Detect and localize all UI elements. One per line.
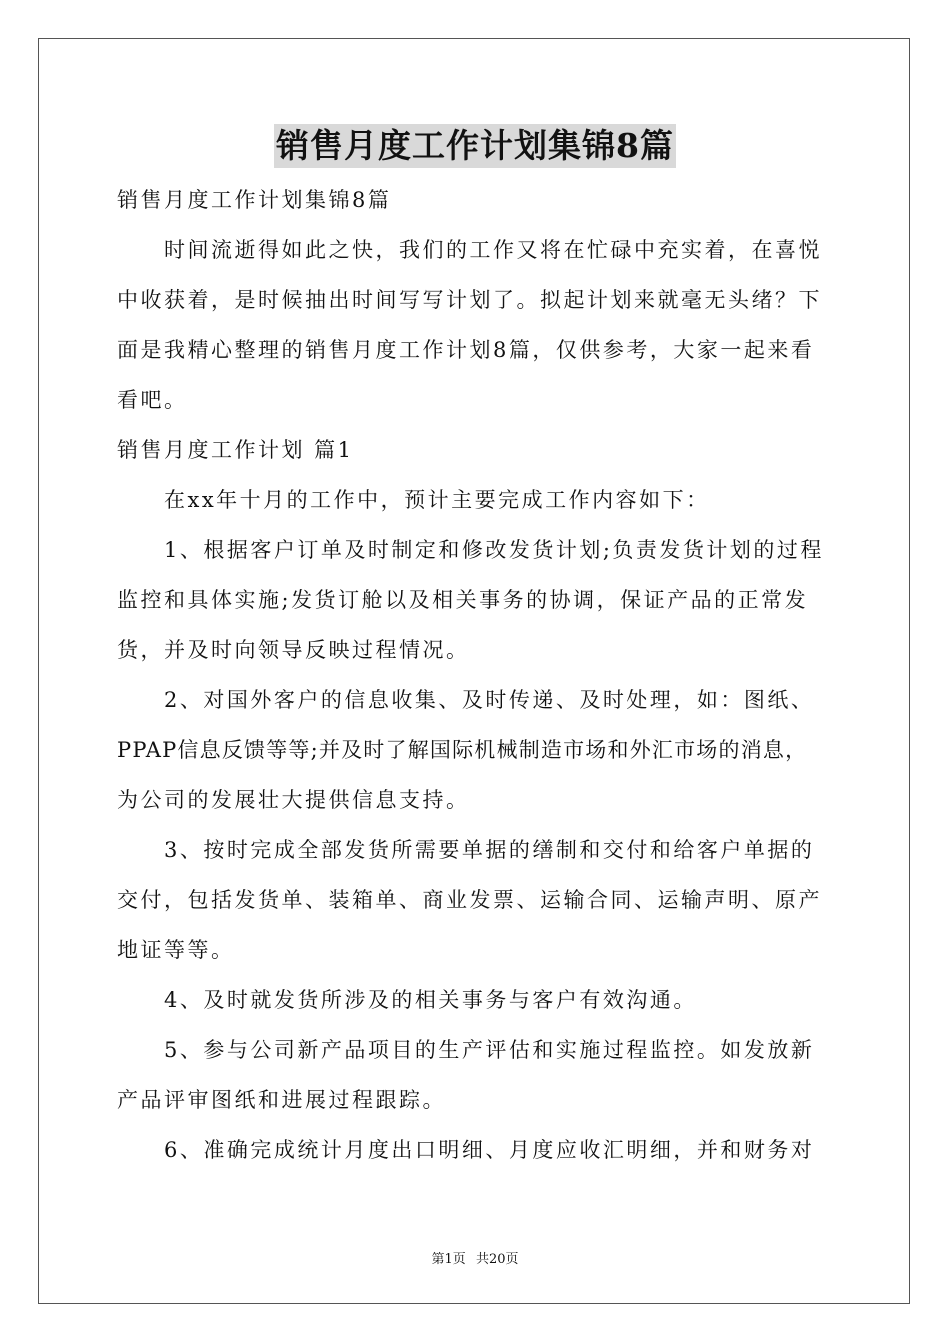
- body-line: 5、参与公司新产品项目的生产评估和实施过程监控。如发放新: [117, 1038, 815, 1062]
- body-line: 面是我精心整理的销售月度工作计划8篇，仅供参考，大家一起来看: [117, 338, 815, 362]
- body-line: 交付，包括发货单、装箱单、商业发票、运输合同、运输声明、原产: [117, 888, 822, 912]
- body-line: 时间流逝得如此之快，我们的工作又将在忙碌中充实着，在喜悦: [117, 238, 822, 262]
- body-line: 货，并及时向领导反映过程情况。: [117, 638, 470, 662]
- page-total: 共20页: [475, 1252, 519, 1267]
- body-line: 地证等等。: [117, 938, 235, 962]
- document-body: [117, 175, 839, 1175]
- body-line: 1、根据客户订单及时制定和修改发货计划;负责发货计划的过程: [117, 538, 824, 562]
- document-title: 销售月度工作计划集锦8篇: [274, 124, 676, 168]
- body-line: 2、对国外客户的信息收集、及时传递、及时处理，如：图纸、: [117, 688, 815, 712]
- body-line: 在xx年十月的工作中，预计主要完成工作内容如下：: [117, 488, 710, 512]
- title-container: [0, 124, 950, 168]
- page-number: 第1页: [431, 1252, 466, 1267]
- page-footer: [0, 1248, 950, 1267]
- body-line: 3、按时完成全部发货所需要单据的缮制和交付和给客户单据的: [117, 838, 815, 862]
- body-line: 销售月度工作计划集锦8篇: [117, 188, 392, 212]
- body-line: 看吧。: [117, 388, 188, 412]
- body-line: PPAP信息反馈等等;并及时了解国际机械制造市场和外汇市场的消息，: [117, 738, 808, 762]
- body-line: 中收获着，是时候抽出时间写写计划了。拟起计划来就毫无头绪？下: [117, 288, 822, 312]
- body-line: 6、准确完成统计月度出口明细、月度应收汇明细，并和财务对: [117, 1138, 815, 1162]
- body-line: 4、及时就发货所涉及的相关事务与客户有效沟通。: [117, 988, 697, 1012]
- section-heading: 销售月度工作计划 篇1: [117, 438, 354, 462]
- body-line: 为公司的发展壮大提供信息支持。: [117, 788, 470, 812]
- body-line: 产品评审图纸和进展过程跟踪。: [117, 1088, 446, 1112]
- body-line: 监控和具体实施;发货订舱以及相关事务的协调，保证产品的正常发: [117, 588, 809, 612]
